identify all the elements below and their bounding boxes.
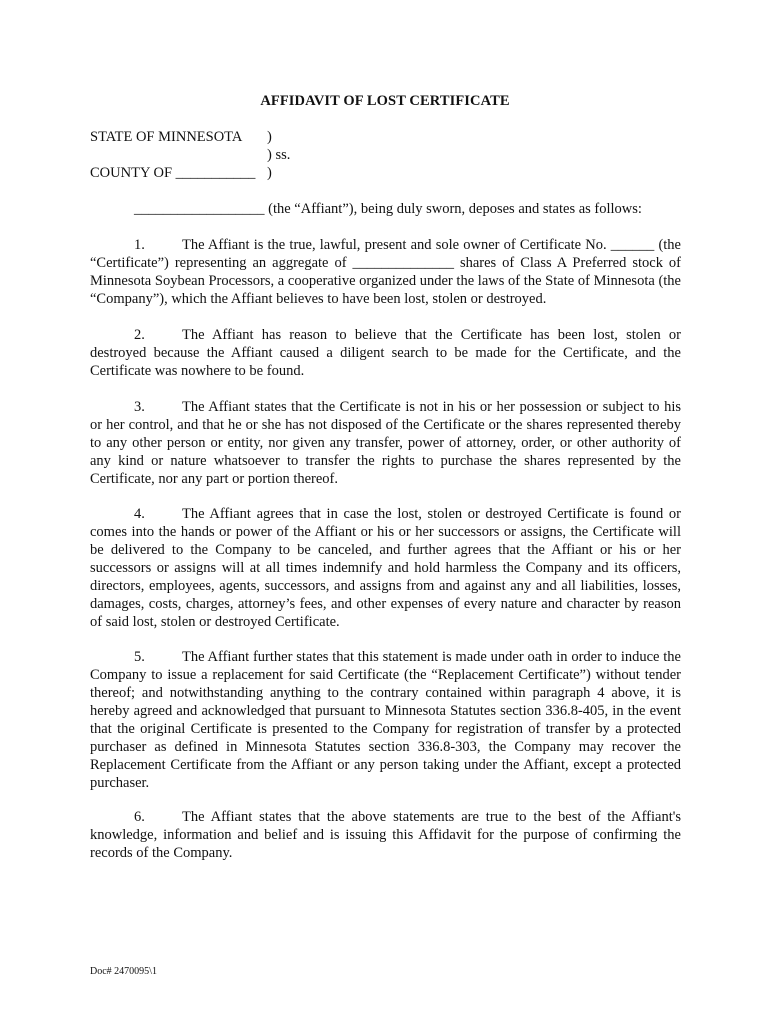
venue-county-label: COUNTY OF ___________ [90,165,256,181]
paragraph-2 [90,326,681,380]
document-title: AFFIDAVIT OF LOST CERTIFICATE [260,93,510,109]
intro-statement [90,200,682,218]
document-footer-id: Doc# 2470095\1 [90,966,157,977]
venue-county-bracket: ) [267,165,272,181]
paragraph-text: The Affiant agrees that in case the lost, stolen or destroyed Certificate is found or comes into the hands or power of the Affiant or his or her successors or assigns, the Certificate will be delivered to the Company to be canceled, and further agrees that the Affiant or his or her successors or assigns will at all times indemnify and hold harmless the Company and its officers, directors, employees, agents, successors, and assigns from and against any and all liabilities, losses, damages, costs, charges, attorney’s fees, and other expenses of every nature and character by reason of said lost, stolen or destroyed Certificate. [90,506,681,630]
venue-state-bracket: ) [267,129,272,145]
paragraph-4 [90,505,681,631]
paragraph-text: The Affiant further states that this statement is made under oath in order to induce the Company to issue a replacement for said Certificate (the “Replacement Certificate”) without tender thereof; and notwithstanding anything to the contrary contained within paragraph 4 above, it is hereby agreed and acknowledged that pursuant to Minnesota Statutes section 336.8-405, in the event that the original Certificate is presented to the Company for registration of transfer by a protected purchaser as defined in Minnesota Statutes section 336.8-303, the Company may recover the Replacement Certificate from the Affiant or any person taking under the Affiant, except a protected purchaser. [90,649,681,791]
paragraph-number: 5. [134,649,145,665]
paragraph-1 [90,236,681,308]
venue-ss-label: ) ss. [267,147,291,163]
venue-ss-line [90,146,290,164]
venue-state-line [90,128,272,146]
paragraph-number: 1. [134,237,145,253]
paragraph-text: The Affiant is the true, lawful, present and sole owner of Certificate No. ______ (the “Certificate”) representing an aggregate of ______________ shares of Class A Preferred stock of Minnesota Soybean Processors, a cooperative organized under the laws of the State of Minnesota (the “Company”), which the Affiant believes to have been lost, stolen or destroyed. [90,237,681,307]
paragraph-number: 3. [134,399,145,415]
paragraph-number: 6. [134,809,145,825]
intro-text: __________________ (the “Affiant”), being duly sworn, deposes and states as follows: [134,201,642,217]
paragraph-number: 2. [134,327,145,343]
paragraph-text: The Affiant states that the above statements are true to the best of the Affiant's knowledge, information and belief and is issuing this Affidavit for the purpose of confirming the records of the Company. [90,809,681,861]
paragraph-5 [90,648,681,792]
paragraph-3 [90,398,681,488]
paragraph-6 [90,808,681,862]
paragraph-number: 4. [134,506,145,522]
venue-county-line [90,164,272,182]
paragraph-text: The Affiant states that the Certificate is not in his or her possession or subject to his or her control, and that he or she has not disposed of the Certificate or the shares represented thereby to any other person or entity, nor given any transfer, power of attorney, order, or other authority of any kind or nature whatsoever to transfer the rights to purchase the shares represented by the Certificate, nor any part or portion thereof. [90,399,681,487]
paragraph-text: The Affiant has reason to believe that the Certificate has been lost, stolen or destroyed because the Affiant caused a diligent search to be made for the Certificate, and the Certificate was nowhere to be found. [90,327,681,379]
venue-state-label: STATE OF MINNESOTA [90,129,243,145]
